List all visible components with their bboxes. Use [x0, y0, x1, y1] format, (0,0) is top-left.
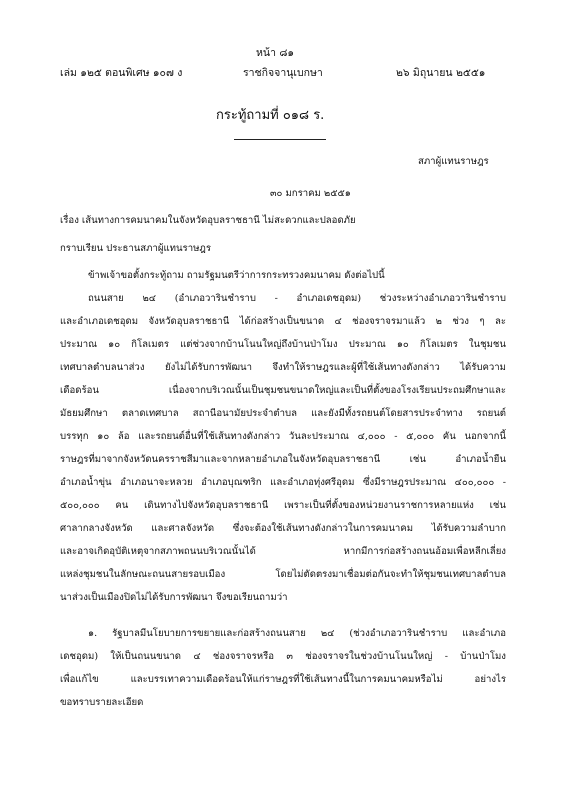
intro-line: ข้าพเจ้าขอตั้งกระทู้ถาม ถามรัฐมนตรีว่าการกระทรวงคมนาคม ดังต่อไปนี้ [88, 270, 385, 281]
para2-line: ๑. รัฐบาลมีนโยบายการขยายและก่อสร้างถนนสาย ๒๔ (ช่วงอำเภอวารินชำราบ และอำเภอ [88, 628, 506, 639]
para1-line: เทศบาลตำบลนาส่วง ยังไม่ได้รับการพัฒนา จึงทำให้ราษฎรและผู้ที่ใช้เส้นทางดังกล่าว ได้รับความ [60, 362, 506, 373]
para1-line: ๕๐๐,๐๐๐ คน เดินทางไปจังหวัดอุบลราชธานี เพราะเป็นที่ตั้งของหน่วยงานราชการหลายแห่ง เช่น [60, 500, 506, 511]
volume-info: เล่ม ๑๒๕ ตอนพิเศษ ๑๐๗ ง [60, 67, 183, 79]
para1-line: แหล่งชุมชนในลักษณะถนนสายรอบเมือง โดยไม่ตัดตรงมาเชื่อมต่อกันจะทำให้ชุมชนเทศบาลตำบล [60, 569, 506, 580]
page-title: กระทู้ถามที่ ๐๑๘ ร. [216, 108, 325, 123]
recipient: สภาผู้แทนราษฎร [418, 156, 489, 167]
para2-line: ขอทราบรายละเอียด [60, 697, 144, 708]
para1-line: บรรทุก ๑๐ ล้อ และรถยนต์อื่นที่ใช้เส้นทางดังกล่าว วันละประมาณ ๔,๐๐๐ - ๕,๐๐๐ คัน นอกจากนี้ [60, 431, 506, 442]
title-underline [234, 139, 326, 140]
gazette-name: ราชกิจจานุเบกษา [243, 67, 323, 79]
page-number: หน้า ๘๑ [256, 47, 295, 59]
para1-line: ศาลากลางจังหวัด และศาลจังหวัด ซึ่งจะต้องใช้เส้นทางดังกล่าวในการคมนาคม ได้รับความลำบาก [60, 523, 506, 534]
para1-line: นาส่วงเป็นเมืองปิดไม่ได้รับการพัฒนา จึงขอเรียนถามว่า [60, 592, 288, 603]
para2-line: เดชอุดม) ให้เป็นถนนขนาด ๔ ช่องจราจรหรือ ๓ ช่องจราจรในช่วงบ้านโนนใหญ่ - บ้านป่าโมง [60, 651, 506, 662]
para2-line: เพื่อแก้ไข และบรรเทาความเดือดร้อนให้แก่ราษฎรที่ใช้เส้นทางนี้ในการคมนาคมหรือไม่ อย่างไร [60, 674, 506, 685]
subject-line: เรื่อง เส้นทางการคมนาคมในจังหวัดอุบลราชธานี ไม่สะดวกและปลอดภัย [60, 215, 356, 226]
para1-line: และอาจเกิดอุบัติเหตุจากสภาพถนนบริเวณนั้นได้ หากมีการก่อสร้างถนนอ้อมเพื่อหลีกเลี่ยง [60, 546, 506, 557]
para1-line: ถนนสาย ๒๔ (อำเภอวารินชำราบ - อำเภอเดชอุดม) ช่วงระหว่างอำเภอวารินชำราบ [88, 293, 506, 304]
gazette-date: ๒๖ มิถุนายน ๒๕๕๑ [396, 67, 486, 79]
para1-line: ราษฎรที่มาจากจังหวัดนครราชสีมาและจากหลายอำเภอในจังหวัดอุบลราชธานี เช่น อำเภอน้ำยืน [60, 454, 506, 465]
para1-line: ประมาณ ๑๐ กิโลเมตร แต่ช่วงจากบ้านโนนใหญ่ถึงบ้านป่าโมง ประมาณ ๑๐ กิโลเมตร ในชุมชน [60, 339, 506, 350]
letter-date: ๓๐ มกราคม ๒๕๕๑ [270, 188, 351, 199]
para1-line: เดือดร้อน เนื่องจากบริเวณนั้นเป็นชุมชนขนาดใหญ่และเป็นที่ตั้งของโรงเรียนประถมศึกษาและ [60, 385, 506, 396]
salutation: กราบเรียน ประธานสภาผู้แทนราษฎร [60, 243, 212, 254]
para1-line: มัธยมศึกษา ตลาดเทศบาล สถานีอนามัยประจำตำบล และยังมีทั้งรถยนต์โดยสารประจำทาง รถยนต์ [60, 408, 506, 419]
para1-line: อำเภอน้ำขุ่น อำเภอนาจะหลวย อำเภอบุณฑริก และอำเภอทุ่งศรีอุดม ซึ่งมีราษฎรประมาณ ๔๐๐,๐๐๐ - [60, 477, 506, 488]
para1-line: และอำเภอเดชอุดม จังหวัดอุบลราชธานี ได้ก่อสร้างเป็นขนาด ๔ ช่องจราจรมาแล้ว ๒ ช่วง ๆ ละ [60, 316, 506, 327]
